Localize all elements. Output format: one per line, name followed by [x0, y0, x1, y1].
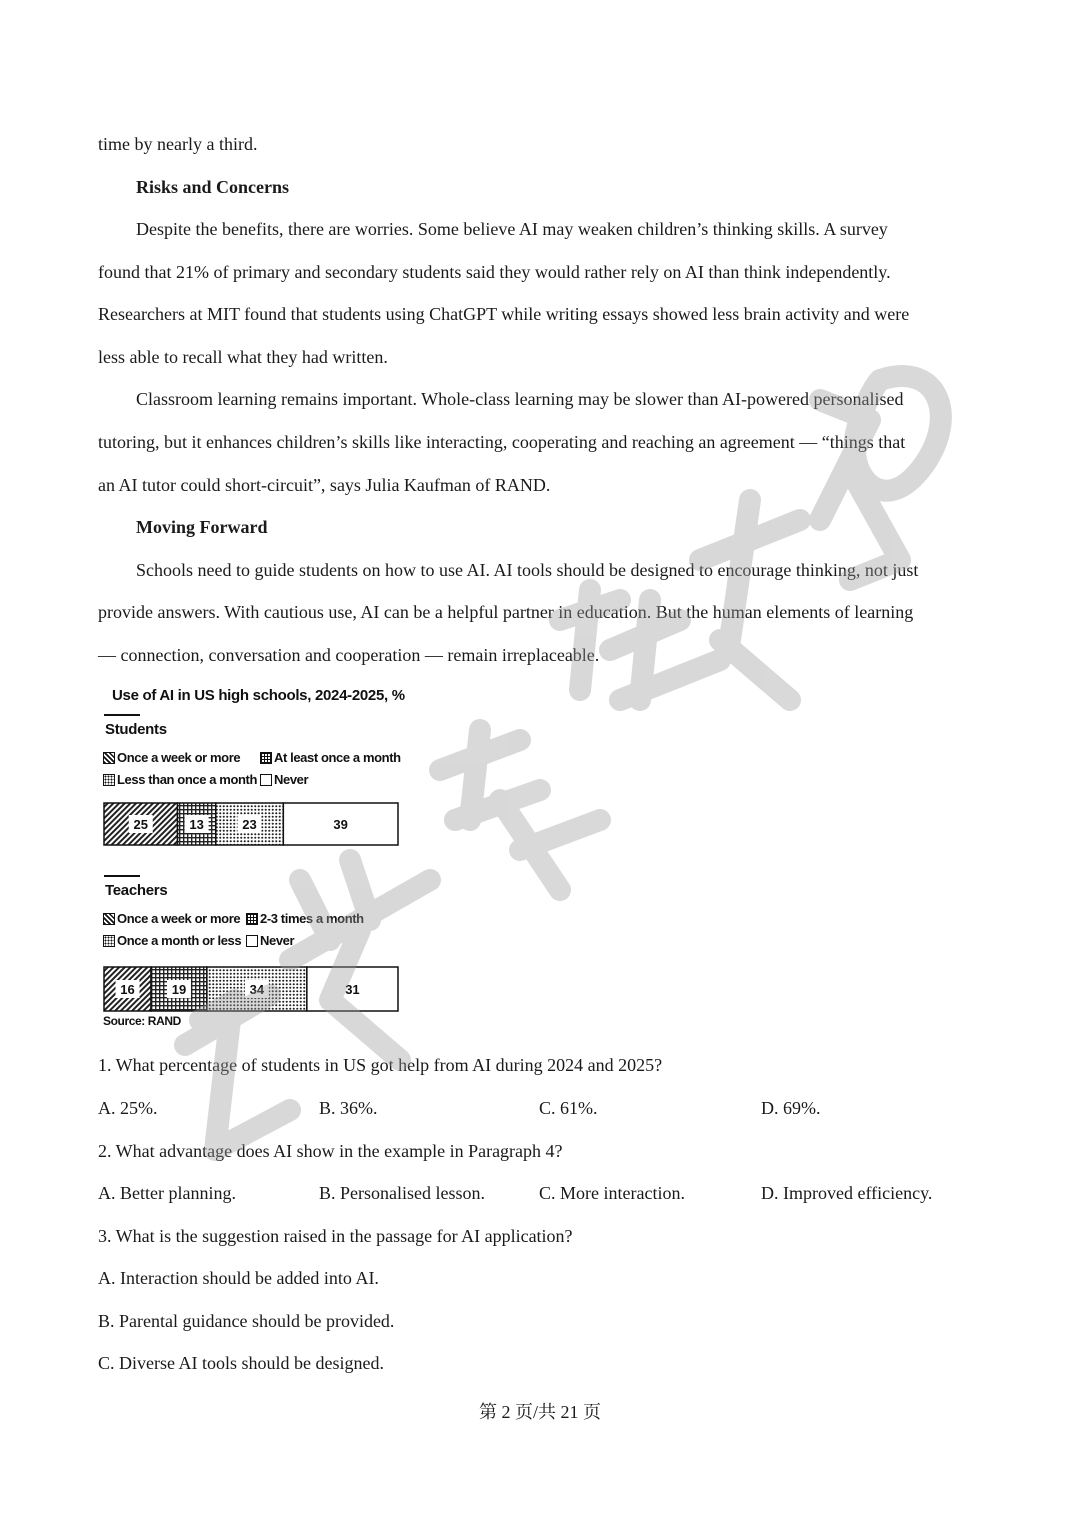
students-stacked-bar	[103, 801, 403, 849]
question-2-stem: 2. What advantage does AI show in the example in Paragraph 4?	[98, 1141, 563, 1161]
watermark-stroke	[440, 730, 600, 890]
blank-swatch-icon	[246, 935, 258, 947]
teachers-rule	[104, 875, 140, 877]
data-label: 23	[242, 817, 257, 832]
legend-item: Never	[260, 772, 308, 787]
q1-option-b: B. 36%.	[319, 1098, 378, 1118]
hatch-swatch-icon	[103, 913, 115, 925]
legend-item: 2-3 times a month	[246, 911, 364, 926]
paragraph-line: Classroom learning remains important. Whole-class learning may be slower than AI-powered personalised	[136, 389, 904, 409]
paragraph-line: Researchers at MIT found that students using ChatGPT while writing essays showed less brain activity and were	[98, 304, 910, 324]
data-label: 34	[249, 982, 265, 997]
q2-option-a: A. Better planning.	[98, 1183, 236, 1203]
watermark-stroke	[700, 500, 800, 700]
q1-option-d: D. 69%.	[761, 1098, 821, 1118]
hatch-swatch-icon	[103, 752, 115, 764]
q3-option-c: C. Diverse AI tools should be designed.	[98, 1353, 384, 1373]
question-3-stem: 3. What is the suggestion raised in the passage for AI application?	[98, 1226, 573, 1246]
paragraph-line: Despite the benefits, there are worries. Some believe AI may weaken children’s thinking skills. A survey	[136, 219, 888, 239]
paragraph-line: an AI tutor could short-circuit”, says Julia Kaufman of RAND.	[98, 475, 551, 495]
teachers-group-label: Teachers	[105, 882, 168, 899]
chart-title: Use of AI in US high schools, 2024-2025, %	[112, 687, 405, 704]
legend-item: Once a week or more	[103, 750, 240, 765]
question-1-stem: 1. What percentage of students in US got help from AI during 2024 and 2025?	[98, 1055, 663, 1075]
q1-option-c: C. 61%.	[539, 1098, 598, 1118]
chart-source: Source: RAND	[103, 1014, 181, 1028]
data-label: 31	[345, 982, 360, 997]
dots-swatch-icon	[103, 774, 115, 786]
paragraph-line: provide answers. With cautious use, AI can be a helpful partner in education. But the human elements of learning	[98, 602, 914, 622]
legend-item: Once a week or more	[103, 911, 240, 926]
legend-item: Never	[246, 933, 294, 948]
section-heading-moving-forward: Moving Forward	[136, 517, 268, 537]
q3-option-b: B. Parental guidance should be provided.	[98, 1311, 395, 1331]
legend-item: Once a month or less	[103, 933, 241, 948]
data-label: 25	[133, 817, 148, 832]
paragraph-line: Schools need to guide students on how to use AI. AI tools should be designed to encourage thinking, not just	[136, 560, 919, 580]
students-rule	[104, 714, 140, 716]
paragraph-line: found that 21% of primary and secondary students said they would rather rely on AI than think independently.	[98, 262, 891, 282]
teachers-stacked-bar	[103, 965, 403, 1015]
q2-option-b: B. Personalised lesson.	[319, 1183, 485, 1203]
data-label: 19	[171, 982, 187, 997]
page-number: 第 2 页/共 21 页	[478, 1402, 601, 1422]
dots-swatch-icon	[103, 935, 115, 947]
paragraph-line: less able to recall what they had written.	[98, 347, 388, 367]
legend-item: At least once a month	[260, 750, 401, 765]
q1-option-a: A. 25%.	[98, 1098, 158, 1118]
paragraph-line: tutoring, but it enhances children’s skills like interacting, cooperating and reaching an agreement — “things that	[98, 432, 906, 452]
blank-swatch-icon	[260, 774, 272, 786]
q2-option-d: D. Improved efficiency.	[761, 1183, 933, 1203]
q3-option-a: A. Interaction should be added into AI.	[98, 1268, 379, 1288]
data-label: 13	[189, 817, 204, 832]
grid-swatch-icon	[246, 913, 258, 925]
legend-item: Less than once a month	[103, 772, 257, 787]
watermark-stroke	[820, 400, 900, 580]
q2-option-c: C. More interaction.	[539, 1183, 685, 1203]
data-label: 16	[120, 982, 135, 997]
paragraph-line: — connection, conversation and cooperation — remain irreplaceable.	[98, 645, 600, 665]
ai-usage-chart	[100, 685, 410, 1030]
students-group-label: Students	[105, 721, 167, 738]
paragraph-line: time by nearly a third.	[98, 134, 258, 154]
section-heading-risks: Risks and Concerns	[136, 177, 290, 197]
data-label: 39	[333, 817, 348, 832]
grid-swatch-icon	[260, 752, 272, 764]
